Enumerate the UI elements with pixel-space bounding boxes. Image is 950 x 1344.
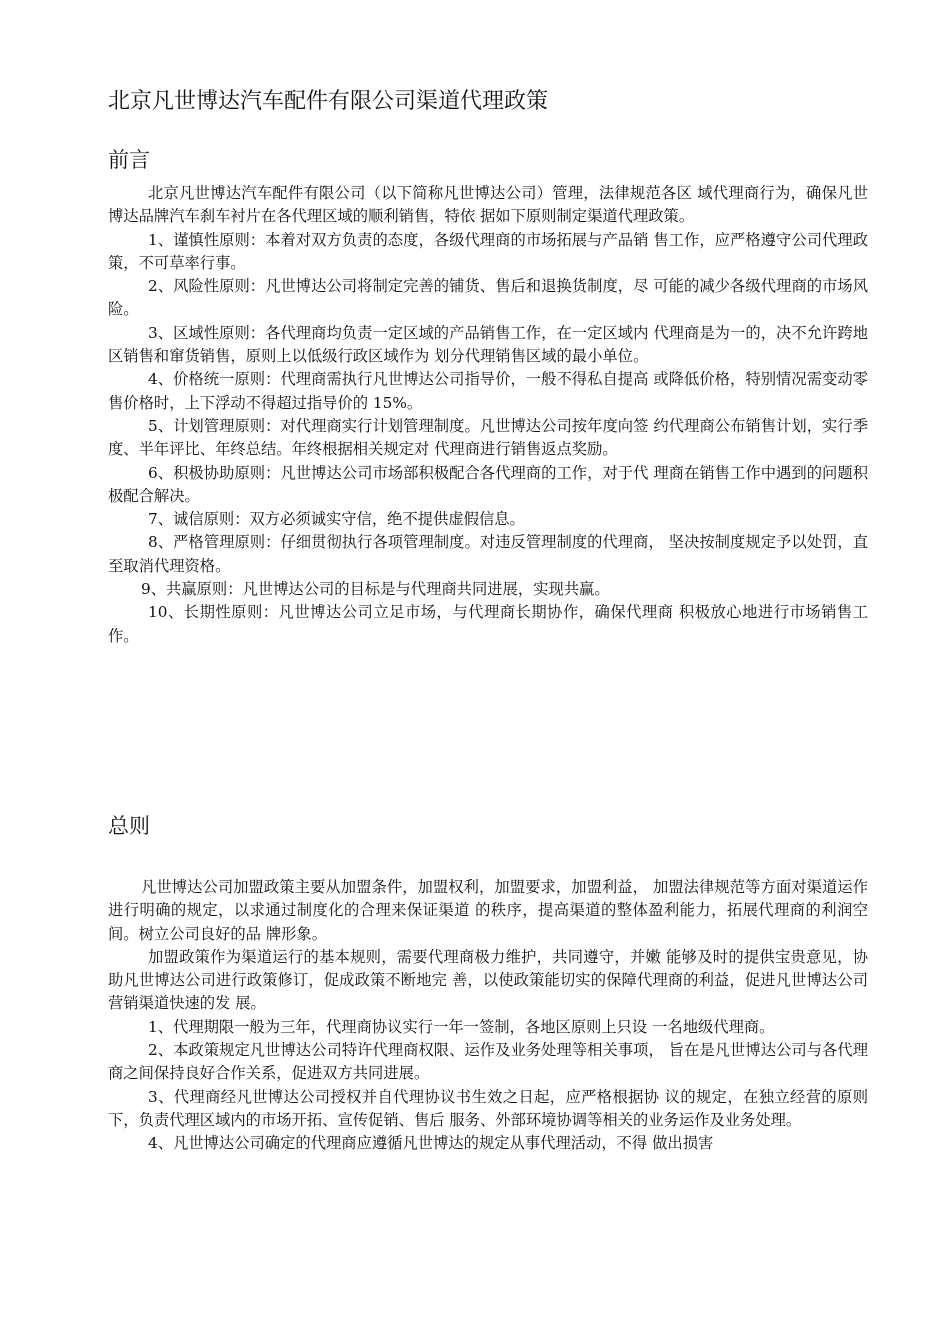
document-title: 北京凡世博达汽车配件有限公司渠道代理政策 <box>108 89 549 114</box>
preface-paragraph: 3、区域性原则：各代理商均负责一定区域的产品销售工作，在一定区域内 代理商是为一的，决不允许跨地区销售和窜货销售，原则上以低级行政区域作为 划分代理销售区域的最小单位。 <box>108 323 868 366</box>
preface-section <box>108 182 868 648</box>
preface-paragraph: 4、价格统一原则：代理商需执行凡世博达公司指导价，一般不得私自提高 或降低价格，特别情况需变动零售价格时，上下浮动不得超过指导价的 15%。 <box>108 370 868 412</box>
preface-paragraph: 2、风险性原则：凡世博达公司将制定完善的铺货、售后和退换货制度，尽 可能的减少各级代理商的市场风险。 <box>108 277 868 319</box>
preface-paragraph: 7、诚信原则：双方必须诚实守信，绝不提供虚假信息。 <box>148 510 525 529</box>
preface-paragraph: 5、计划管理原则：对代理商实行计划管理制度。凡世博达公司按年度向签 约代理商公布销售计划，实行季度、半年评比、年终总结。年终根据相关规定对 代理商进行销售返点奖励。 <box>108 416 868 459</box>
general-paragraph: 3、代理商经凡世博达公司授权并自代理协议书生效之日起，应严格根据协 议的规定，在独立经营的原则下，负责代理区域内的市场开拓、宣传促销、售后 服务、外部环境协调等相关的业务运作及业务处理。 <box>108 1087 868 1129</box>
preface-paragraph: 8、严格管理原则：仔细贯彻执行各项管理制度。对违反管理制度的代理商， 坚决按制度规定予以处罚，直至取消代理资格。 <box>108 533 868 575</box>
preface-paragraph: 北京凡世博达汽车配件有限公司（以下简称凡世博达公司）管理，法律规范各区 域代理商行为，确保凡世博达品牌汽车刹车衬片在各代理区域的顺利销售，特依 据如下原则制定渠道代理政策。 <box>108 184 868 226</box>
preface-paragraph: 1、谨慎性原则：本着对双方负责的态度，各级代理商的市场拓展与产品销 售工作，应严格遵守公司代理政策，不可草率行事。 <box>108 230 868 272</box>
general-heading: 总则 <box>108 814 150 838</box>
general-paragraph: 4、凡世博达公司确定的代理商应遵循凡世博达的规定从事代理活动，不得 做出损害 <box>148 1134 714 1153</box>
preface-paragraph: 9、共赢原则：凡世博达公司的目标是与代理商共同进展，实现共赢。 <box>141 580 610 599</box>
general-paragraph: 2、本政策规定凡世博达公司特许代理商权限、运作及业务处理等相关事项， 旨在是凡世博达公司与各代理商之间保持良好合作关系，促进双方共同进展。 <box>108 1041 868 1083</box>
general-section <box>108 876 868 1156</box>
preface-paragraph: 6、积极协助原则：凡世博达公司市场部积极配合各代理商的工作，对于代 理商在销售工作中遇到的问题积极配合解决。 <box>108 463 868 505</box>
general-paragraph: 凡世博达公司加盟政策主要从加盟条件，加盟权利，加盟要求，加盟利益， 加盟法律规范等方面对渠道运作进行明确的规定，以求通过制度化的合理来保证渠道 的秩序，提高渠道的整体盈利能力，拓展代理商的利润空间。树立公司良好的品 牌形象。 <box>108 878 868 943</box>
general-paragraph: 加盟政策作为渠道运行的基本规则，需要代理商极力维护，共同遵守，并嫩 能够及时的提供宝贵意见，协助凡世博达公司进行政策修订，促成政策不断地完 善，以使政策能切实的保障代理商的利益，促进凡世博达公司营销渠道快速的发 展。 <box>108 947 868 1013</box>
preface-heading: 前言 <box>108 148 150 172</box>
general-paragraph: 1、代理期限一般为三年，代理商协议实行一年一签制，各地区原则上只设 一名地级代理商。 <box>148 1017 775 1036</box>
preface-paragraph: 10、长期性原则：凡世博达公司立足市场，与代理商长期协作，确保代理商 积极放心地进行市场销售工作。 <box>108 603 868 645</box>
